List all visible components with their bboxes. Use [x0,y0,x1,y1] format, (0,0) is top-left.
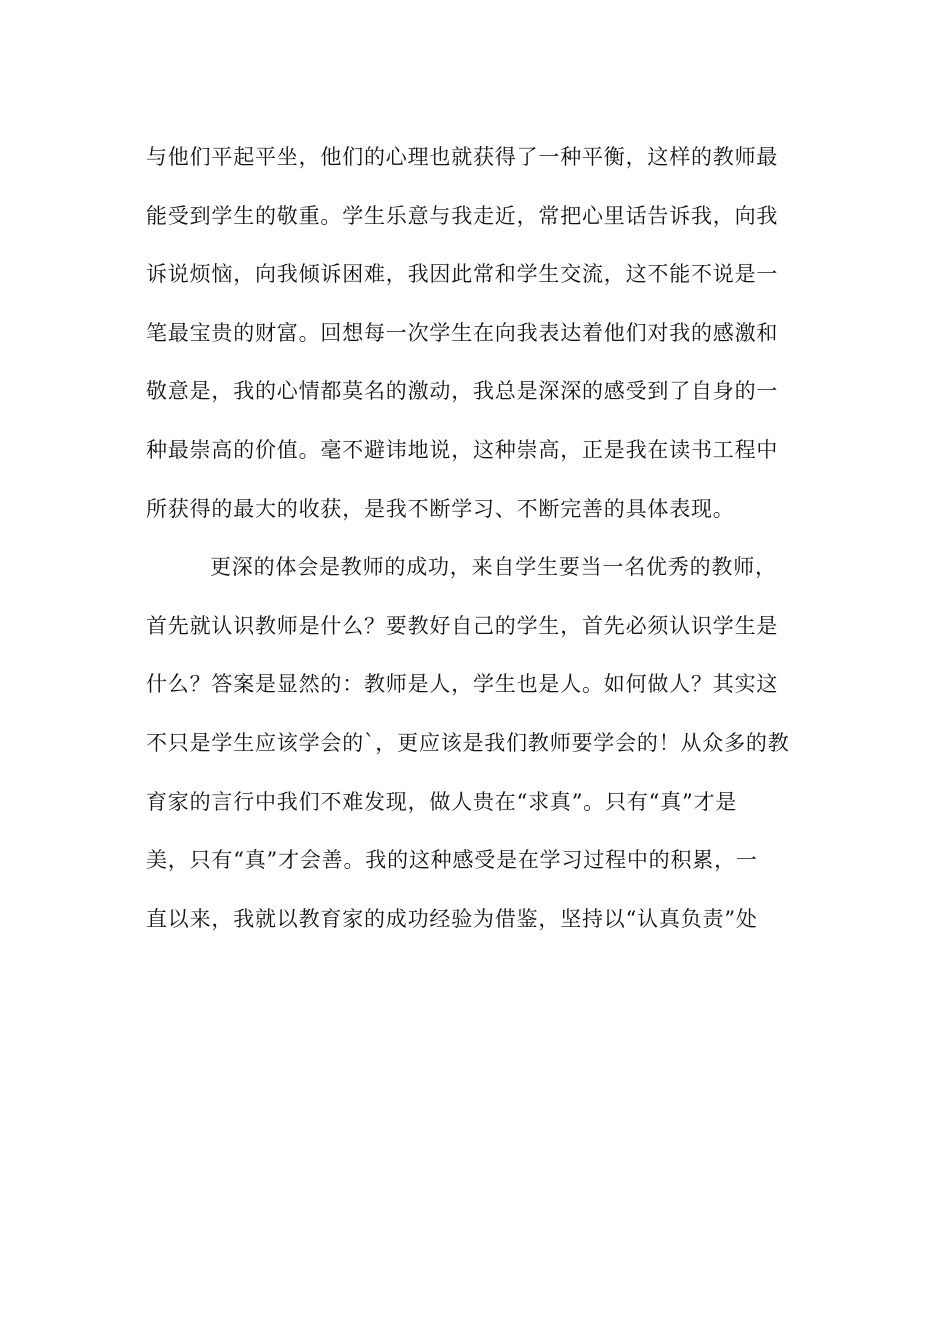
text-line: 什么？答案是显然的：教师是人，学生也是人。如何做人？其实这 [146,672,779,697]
text-line: 不只是学生应该学会的`，更应该是我们教师要学会的！从众多的教 [146,730,790,755]
text-line: 直以来，我就以教育家的成功经验为借鉴，坚持以“认真负责”处 [146,906,758,931]
text-line: 美，只有“真”才会善。我的这种感受是在学习过程中的积累，一 [146,848,758,873]
text-line: 能受到学生的敬重。学生乐意与我走近，常把心里话告诉我，向我 [146,203,779,228]
text-line: 诉说烦恼，向我倾诉困难，我因此常和学生交流，这不能不说是一 [146,262,779,287]
text-line: 种最崇高的价值。毫不避讳地说，这种崇高，正是我在读书工程中 [146,437,779,462]
text-line: 敬意是，我的心情都莫名的激动，我总是深深的感受到了自身的一 [146,379,779,404]
text-line: 与他们平起平坐，他们的心理也就获得了一种平衡，这样的教师最 [146,145,779,169]
text-line: 笔最宝贵的财富。回想每一次学生在向我表达着他们对我的感激和 [146,320,779,345]
text-line: 育家的言行中我们不难发现，做人贵在“求真”。只有“真”才是 [146,789,738,814]
document-body [146,128,810,948]
text-line: 所获得的最大的收获，是我不断学习、不断完善的具体表现。 [146,496,735,521]
text-line: 首先就认识教师是什么？要教好自己的学生，首先必须认识学生是 [146,613,779,638]
paragraph-first-line: 更深的体会是教师的成功，来自学生要当一名优秀的教师， [210,555,777,580]
